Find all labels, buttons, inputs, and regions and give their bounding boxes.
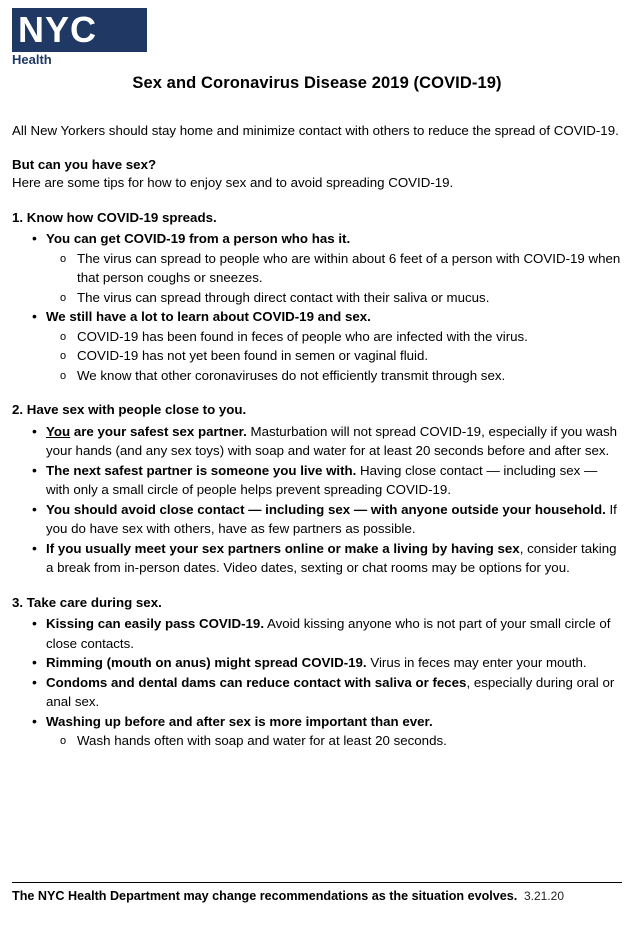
list-item-rest: Masturbation will not spread COVID-19, especially if you wash your hands (and any sex toys) with soap and water for at least 20 seconds before and after sex. [46,423,618,458]
circle-bullet-icon: o [60,735,67,747]
sub-list-item [46,249,622,288]
list-item-lead: Condoms and dental dams can reduce contact with saliva or feces [46,674,467,690]
list-item-rest: Virus in feces may enter your mouth. [366,655,587,670]
list-item [12,500,622,539]
list-item [12,653,622,673]
section-1 [12,209,622,386]
sub-list-item [46,731,622,751]
sublist [46,731,622,751]
circle-bullet-icon: o [60,252,67,265]
sublist [46,249,622,308]
bullet-icon: • [32,673,37,690]
section-2 [12,401,622,578]
sub-list-item-text: We know that other coronaviruses do not efficiently transmit through sex. [77,367,506,383]
sub-list-item [46,327,622,347]
section-2-heading: 2. Have sex with people close to you. [12,402,247,417]
list-item-lead: You should avoid close contact — including sex — with anyone outside your household. [46,501,606,517]
bullet-icon: • [32,712,37,729]
document-content [12,0,622,751]
list-item-lead: You can get COVID-19 from a person who has it. [46,231,351,246]
list-item-rest: , especially during oral or anal sex. [46,674,615,709]
document-footer [12,882,622,903]
section-3-heading: 3. Take care during sex. [12,594,162,610]
list-item [12,673,622,712]
list-item [12,712,622,751]
list-item-rest: Avoid kissing anyone who is not part of your small circle of close contacts. [46,616,611,651]
list-item [12,422,622,461]
sub-list-item [46,366,622,386]
list-item-lead: Kissing can easily pass COVID-19. [46,616,265,631]
list-item-lead: Rimming (mouth on anus) might spread COVID-19. [46,655,367,670]
bullet-icon: • [32,539,37,556]
bullet-icon: • [32,308,37,324]
footer-note: The NYC Health Department may change recommendations as the situation evolves. [12,889,518,903]
section-2-list [12,422,622,578]
sub-list-item-text: The virus can spread through direct contact with their saliva or mucus. [77,289,490,305]
list-item [12,614,622,653]
section-1-heading: 1. Know how COVID-19 spreads. [12,209,217,225]
list-item-lead: We still have a lot to learn about COVID-19 and sex. [46,309,371,324]
sublist [46,327,622,386]
intro-answer: Here are some tips for how to enjoy sex and to avoid spreading COVID-19. [12,175,454,190]
list-item-rest: If you do have sex with others, have as few partners as possible. [46,501,617,536]
list-item-lead-underline: You [46,423,71,439]
intro-question: But can you have sex? [12,156,157,172]
bullet-icon: • [32,615,37,631]
list-item-lead: are your safest sex partner. [70,423,247,439]
circle-bullet-icon: o [60,330,67,343]
list-item-lead: If you usually meet your sex partners online or make a living by having sex [46,540,520,556]
list-item [12,539,622,578]
sub-list-item-text: The virus can spread to people who are within about 6 feet of a person with COVID-19 when that person coughs or sneezes. [77,250,621,285]
page-title: Sex and Coronavirus Disease 2019 (COVID-19) [132,74,502,92]
svg-text:NYC: NYC [18,9,98,50]
logo-health-label: Health [12,52,52,67]
section-3 [12,594,622,751]
section-3-list [12,614,622,751]
sub-list-item-text: COVID-19 has not yet been found in semen or vaginal fluid. [77,348,429,363]
list-item [12,461,622,500]
bullet-icon: • [32,500,37,517]
list-item-lead: The next safest partner is someone you live with. [46,462,357,478]
sub-list-item [46,288,622,308]
list-item [12,307,622,385]
intro-paragraph: All New Yorkers should stay home and minimize contact with others to reduce the spread of COVID-19. [12,123,619,138]
section-1-list [12,229,622,385]
footer-date: 3.21.20 [523,889,564,903]
bullet-icon: • [32,230,37,246]
circle-bullet-icon: o [60,369,67,382]
sub-list-item-text: COVID-19 has been found in feces of people who are infected with the virus. [77,328,528,344]
bullet-icon: • [32,461,37,478]
bullet-icon: • [32,422,37,439]
list-item-rest: , consider taking a break from in-person dates. Video dates, sexting or chat rooms may be options for you. [46,540,617,575]
list-item [12,229,622,307]
bullet-icon: • [32,654,37,670]
circle-bullet-icon: o [60,291,67,304]
list-item-lead: Washing up before and after sex is more important than ever. [46,713,433,729]
circle-bullet-icon: o [60,350,67,362]
list-item-rest: Having close contact — including sex — with only a small circle of people helps prevent spreading COVID-19. [46,462,598,497]
sub-list-item [46,346,622,366]
sub-list-item-text: Wash hands often with soap and water for at least 20 seconds. [77,733,447,748]
